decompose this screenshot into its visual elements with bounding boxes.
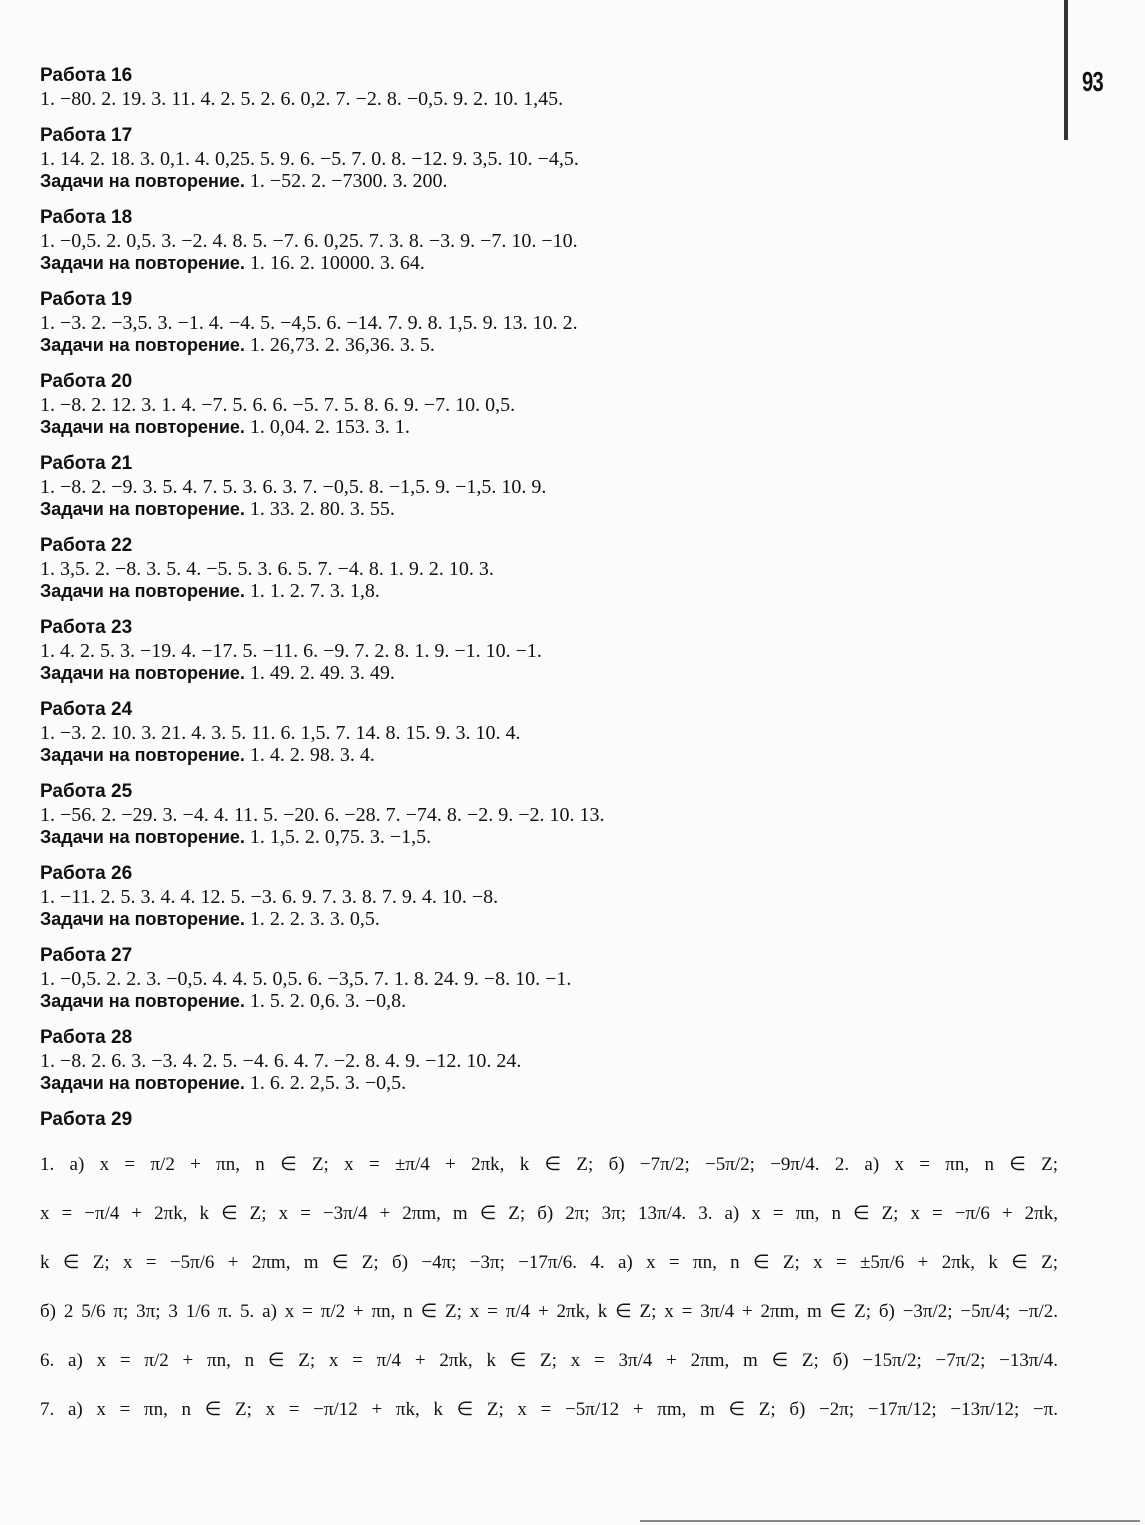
answer-text: 1. 3,5. 2. −8. 3. 5. 4. −5. 5. 3. 6. 5. 7. −4. 8. 1. 9. 2. 10. 3. — [40, 558, 494, 580]
answer-line — [40, 580, 1060, 602]
work-section — [40, 64, 1060, 110]
section-title: Работа 25 — [40, 781, 133, 802]
review-tasks-label: Задачи на повторение. — [40, 335, 245, 355]
answer-line — [40, 1072, 1060, 1094]
answer-line — [40, 640, 1060, 662]
answer-text: 1. −8. 2. 6. 3. −3. 4. 2. 5. −4. 6. 4. 7. −2. 8. 4. 9. −12. 10. 24. — [40, 1050, 522, 1072]
work-section — [40, 780, 1060, 848]
work-section — [40, 452, 1060, 520]
answer-line — [40, 908, 1060, 930]
answer-line — [40, 312, 1060, 334]
margin-rule — [1064, 0, 1068, 140]
section-title: Работа 20 — [40, 371, 133, 392]
answer-text: 1. −0,5. 2. 0,5. 3. −2. 4. 8. 5. −7. 6. 0,25. 7. 3. 8. −3. 9. −7. 10. −10. — [40, 230, 578, 252]
answer-text: 1. −8. 2. −9. 3. 5. 4. 7. 5. 3. 6. 3. 7. −0,5. 8. −1,5. 9. −1,5. 10. 9. — [40, 476, 547, 498]
section-title: Работа 16 — [40, 65, 133, 86]
section-title: Работа 17 — [40, 125, 133, 146]
work-29-answers — [40, 1140, 1058, 1434]
answer-line — [40, 990, 1060, 1012]
answer-line — [40, 722, 1060, 744]
answer-line — [40, 88, 1060, 110]
answer-line — [40, 394, 1060, 416]
answer-text: 1. 16. 2. 10000. 3. 64. — [244, 252, 425, 274]
review-tasks-label: Задачи на повторение. — [40, 909, 245, 929]
work-section — [40, 862, 1060, 930]
answer-line — [40, 662, 1060, 684]
answer-text: 1. 4. 2. 98. 3. 4. — [244, 744, 375, 766]
answer-line — [40, 826, 1060, 848]
answer-text: 1. −80. 2. 19. 3. 11. 4. 2. 5. 2. 6. 0,2. 7. −2. 8. −0,5. 9. 2. 10. 1,45. — [40, 88, 564, 110]
answer-text: 1. −3. 2. −3,5. 3. −1. 4. −4. 5. −4,5. 6. −14. 7. 9. 8. 1,5. 9. 13. 10. 2. — [40, 312, 578, 334]
work-section — [40, 534, 1060, 602]
work-section — [40, 206, 1060, 274]
review-tasks-label: Задачи на повторение. — [40, 581, 245, 601]
review-tasks-label: Задачи на повторение. — [40, 663, 245, 683]
math-line: 1. а) x = π/2 + πn, n ∈ Z; x = ±π/4 + 2πk, k ∈ Z; б) −7π/2; −5π/2; −9π/4. 2. а) x = πn, n ∈ Z; — [40, 1154, 1058, 1175]
answers-content — [40, 64, 1060, 1448]
answer-text: 1. −11. 2. 5. 3. 4. 4. 12. 5. −3. 6. 9. 7. 3. 8. 7. 9. 4. 10. −8. — [40, 886, 499, 908]
work-section — [40, 944, 1060, 1012]
section-title: Работа 28 — [40, 1027, 133, 1048]
answer-line — [40, 148, 1060, 170]
answer-line — [40, 1050, 1060, 1072]
review-tasks-label: Задачи на повторение. — [40, 827, 245, 847]
review-tasks-label: Задачи на повторение. — [40, 745, 245, 765]
answer-line — [40, 558, 1060, 580]
section-title: Работа 24 — [40, 699, 133, 720]
review-tasks-label: Задачи на повторение. — [40, 417, 245, 437]
answer-text: 1. −8. 2. 12. 3. 1. 4. −7. 5. 6. 6. −5. 7. 5. 8. 6. 9. −7. 10. 0,5. — [40, 394, 516, 416]
answer-text: 1. 49. 2. 49. 3. 49. — [244, 662, 395, 684]
answer-line — [40, 170, 1060, 192]
answer-text: 1. 1,5. 2. 0,75. 3. −1,5. — [244, 826, 432, 848]
section-title: Работа 18 — [40, 207, 133, 228]
answer-line — [40, 804, 1060, 826]
work-section — [40, 698, 1060, 766]
answer-line — [40, 416, 1060, 438]
answer-text: 1. −3. 2. 10. 3. 21. 4. 3. 5. 11. 6. 1,5. 7. 14. 8. 15. 9. 3. 10. 4. — [40, 722, 521, 744]
work-section — [40, 1026, 1060, 1094]
math-line: б) 2 5/6 π; 3π; 3 1/6 π. 5. а) x = π/2 + πn, n ∈ Z; x = π/4 + 2πk, k ∈ Z; x = 3π/4 + 2πm, m ∈ Z; б) −3π/2; −5π/4; −π/2. — [40, 1301, 1058, 1322]
answer-text: 1. −52. 2. −7300. 3. 200. — [244, 170, 448, 192]
work-section — [40, 616, 1060, 684]
review-tasks-label: Задачи на повторение. — [40, 171, 245, 191]
answer-line — [40, 886, 1060, 908]
answer-line — [40, 334, 1060, 356]
answer-line — [40, 230, 1060, 252]
answer-text: 1. 14. 2. 18. 3. 0,1. 4. 0,25. 5. 9. 6. −5. 7. 0. 8. −12. 9. 3,5. 10. −4,5. — [40, 148, 579, 170]
page-number: 93 — [1082, 66, 1103, 97]
answer-text: 1. 4. 2. 5. 3. −19. 4. −17. 5. −11. 6. −9. 7. 2. 8. 1. 9. −1. 10. −1. — [40, 640, 542, 662]
answer-line — [40, 744, 1060, 766]
answer-line — [40, 476, 1060, 498]
answer-text: 1. −56. 2. −29. 3. −4. 4. 11. 5. −20. 6. −28. 7. −74. 8. −2. 9. −2. 10. 13. — [40, 804, 605, 826]
section-title: Работа 21 — [40, 453, 133, 474]
answer-text: 1. 5. 2. 0,6. 3. −0,8. — [244, 990, 407, 1012]
answer-text: 1. −0,5. 2. 2. 3. −0,5. 4. 4. 5. 0,5. 6. −3,5. 7. 1. 8. 24. 9. −8. 10. −1. — [40, 968, 572, 990]
section-title: Работа 26 — [40, 863, 133, 884]
answer-text: 1. 0,04. 2. 153. 3. 1. — [244, 416, 410, 438]
section-title: Работа 22 — [40, 535, 133, 556]
answer-text: 1. 2. 2. 3. 3. 0,5. — [244, 908, 380, 930]
math-line: 7. а) x = πn, n ∈ Z; x = −π/12 + πk, k ∈ Z; x = −5π/12 + πm, m ∈ Z; б) −2π; −17π/12; −13π/12; −π. — [40, 1399, 1058, 1420]
work-section — [40, 124, 1060, 192]
work-section — [40, 288, 1060, 356]
bottom-rule — [640, 1520, 1140, 1522]
work-29-section — [40, 1108, 1060, 1434]
answer-line — [40, 968, 1060, 990]
review-tasks-label: Задачи на повторение. — [40, 991, 245, 1011]
math-line: k ∈ Z; x = −5π/6 + 2πm, m ∈ Z; б) −4π; −3π; −17π/6. 4. а) x = πn, n ∈ Z; x = ±5π/6 + 2πk, k ∈ Z; — [40, 1252, 1058, 1273]
section-title: Работа 29 — [40, 1109, 133, 1130]
math-line: x = −π/4 + 2πk, k ∈ Z; x = −3π/4 + 2πm, m ∈ Z; б) 2π; 3π; 13π/4. 3. а) x = πn, n ∈ Z; x = −π/6 + 2πk, — [40, 1203, 1058, 1224]
answer-line — [40, 498, 1060, 520]
answer-line — [40, 252, 1060, 274]
answer-sections — [40, 64, 1060, 1094]
math-line: 6. а) x = π/2 + πn, n ∈ Z; x = π/4 + 2πk, k ∈ Z; x = 3π/4 + 2πm, m ∈ Z; б) −15π/2; −7π/2; −13π/4. — [40, 1350, 1058, 1371]
answer-text: 1. 1. 2. 7. 3. 1,8. — [244, 580, 380, 602]
section-title: Работа 23 — [40, 617, 133, 638]
answer-text: 1. 33. 2. 80. 3. 55. — [244, 498, 395, 520]
section-title: Работа 27 — [40, 945, 133, 966]
answer-text: 1. 6. 2. 2,5. 3. −0,5. — [244, 1072, 407, 1094]
review-tasks-label: Задачи на повторение. — [40, 253, 245, 273]
work-section — [40, 370, 1060, 438]
answer-text: 1. 26,73. 2. 36,36. 3. 5. — [244, 334, 435, 356]
review-tasks-label: Задачи на повторение. — [40, 1073, 245, 1093]
review-tasks-label: Задачи на повторение. — [40, 499, 245, 519]
section-title: Работа 19 — [40, 289, 133, 310]
